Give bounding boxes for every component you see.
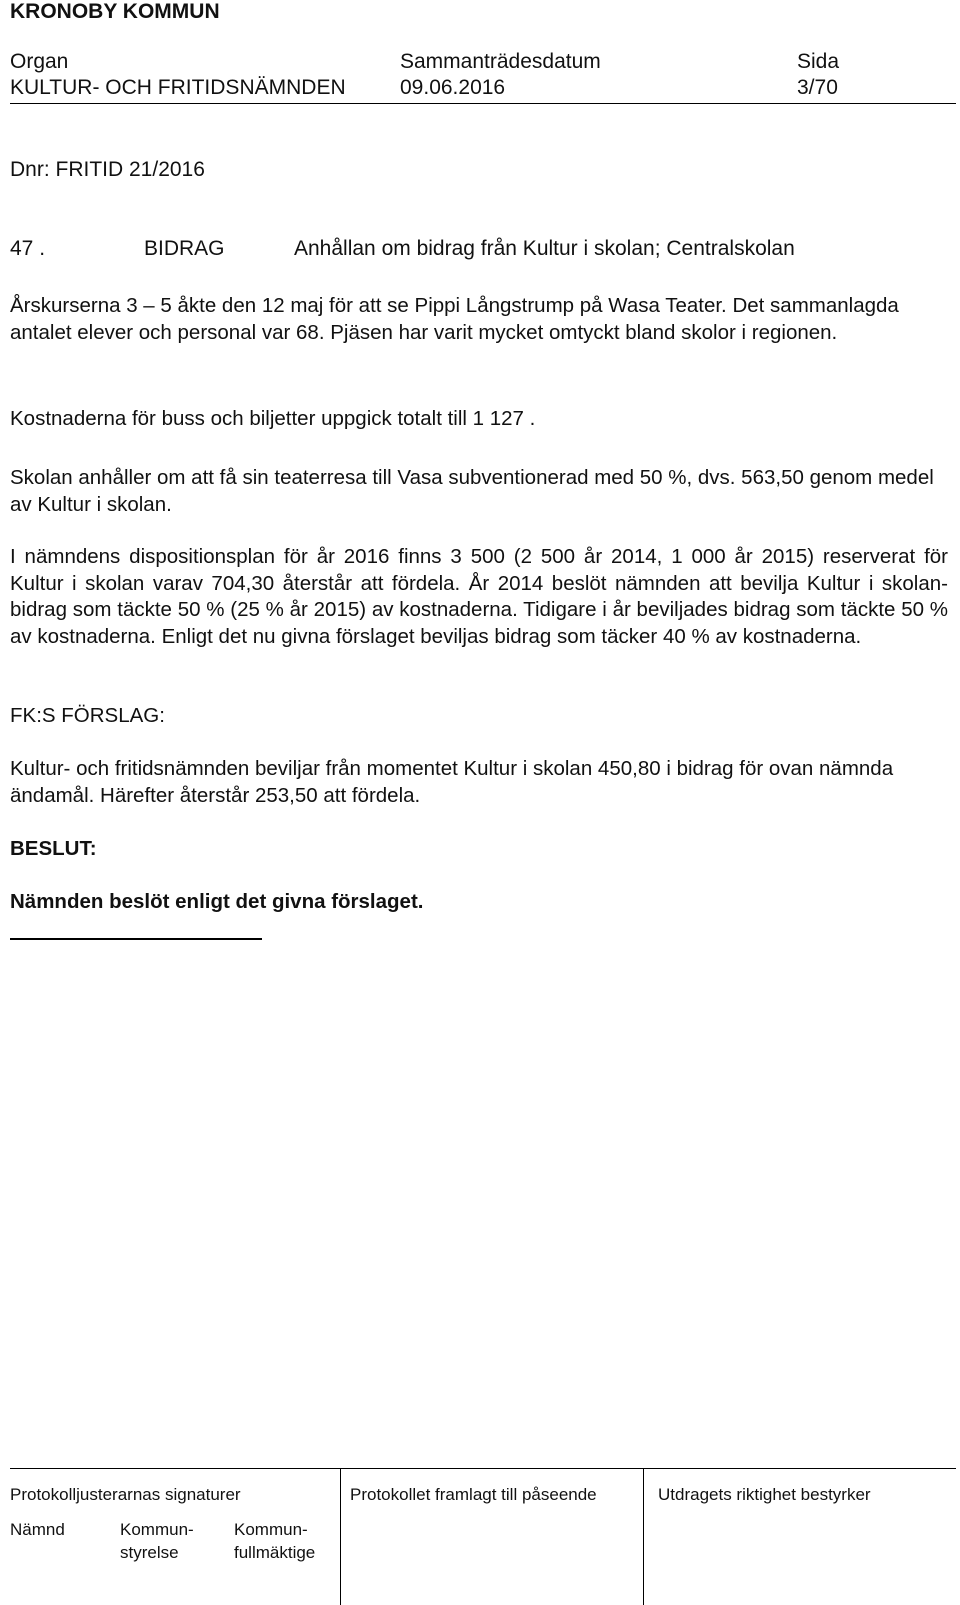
decision-text: Nämnden beslöt enligt det givna förslaget. <box>10 890 424 913</box>
proposal-label: FK:S FÖRSLAG: <box>10 704 165 727</box>
diary-number: Dnr: FRITID 21/2016 <box>10 158 205 181</box>
proposal-text: Kultur- och fritidsnämnden beviljar från momentet Kultur i skolan 450,80 i bidrag för ovan nämnda ändamål. Härefter återstår 253,50 att fördela. <box>10 757 894 807</box>
footer-divider <box>10 1468 956 1469</box>
footer-signature-council: Kommun-fullmäktige <box>234 1520 316 1562</box>
meeting-date-label: Sammanträdesdatum <box>400 50 601 73</box>
decision-underline <box>10 938 262 940</box>
organ-value: KULTUR- OCH FRITIDSNÄMNDEN <box>10 76 346 99</box>
paragraph-background: Årskurserna 3 – 5 åkte den 12 maj för att se Pippi Långstrump på Wasa Teater. Det sammanlagda antalet elever och personal var 68. Pjäsen har varit mycket omtyckt bland skolor i regionen. <box>10 294 899 344</box>
section-title: Anhållan om bidrag från Kultur i skolan; Centralskolan <box>294 237 795 260</box>
meeting-date-value: 09.06.2016 <box>400 76 506 99</box>
organ-label: Organ <box>10 50 69 73</box>
municipality-name: KRONOBY KOMMUN <box>10 0 220 23</box>
footer-signature-committee: Nämnd <box>10 1520 65 1539</box>
footer-divider-vertical-1 <box>340 1468 341 1605</box>
paragraph-costs: Kostnaderna för buss och biljetter uppgick totalt till 1 127 . <box>10 407 536 430</box>
page-label: Sida <box>797 50 840 73</box>
footer-certified-label: Utdragets riktighet bestyrker <box>658 1485 871 1504</box>
page-number: 3/70 <box>797 76 838 99</box>
footer-signatures-label: Protokolljusterarnas signaturer <box>10 1485 241 1504</box>
section-category: BIDRAG <box>144 237 225 260</box>
section-number: 47 . <box>10 237 46 260</box>
paragraph-request: Skolan anhåller om att få sin teaterresa till Vasa subventionerad med 50 %, dvs. 563,50 genom medel av Kultur i skolan. <box>10 466 934 516</box>
decision-label: BESLUT: <box>10 837 97 860</box>
footer-divider-vertical-2 <box>643 1468 644 1605</box>
footer-displayed-label: Protokollet framlagt till påseende <box>350 1485 597 1504</box>
footer-signature-board: Kommun-styrelse <box>120 1520 194 1562</box>
header-divider <box>10 103 956 104</box>
paragraph-budget: I nämndens dispositionsplan för år 2016 finns 3 500 (2 500 år 2014, 1 000 år 2015) reserverat för Kultur i skolan varav 704,30 återstår att fördela. År 2014 beslöt nämnden att bevilja Kultur i skolan-bidrag som täckte 50 % (25 % år 2015) av kostnaderna. Tidigare i år beviljades bidrag som täckte 50 % av kostnaderna. Enligt det nu givna förslaget beviljas bidrag som täcker 40 % av kostnaderna. <box>10 545 948 648</box>
